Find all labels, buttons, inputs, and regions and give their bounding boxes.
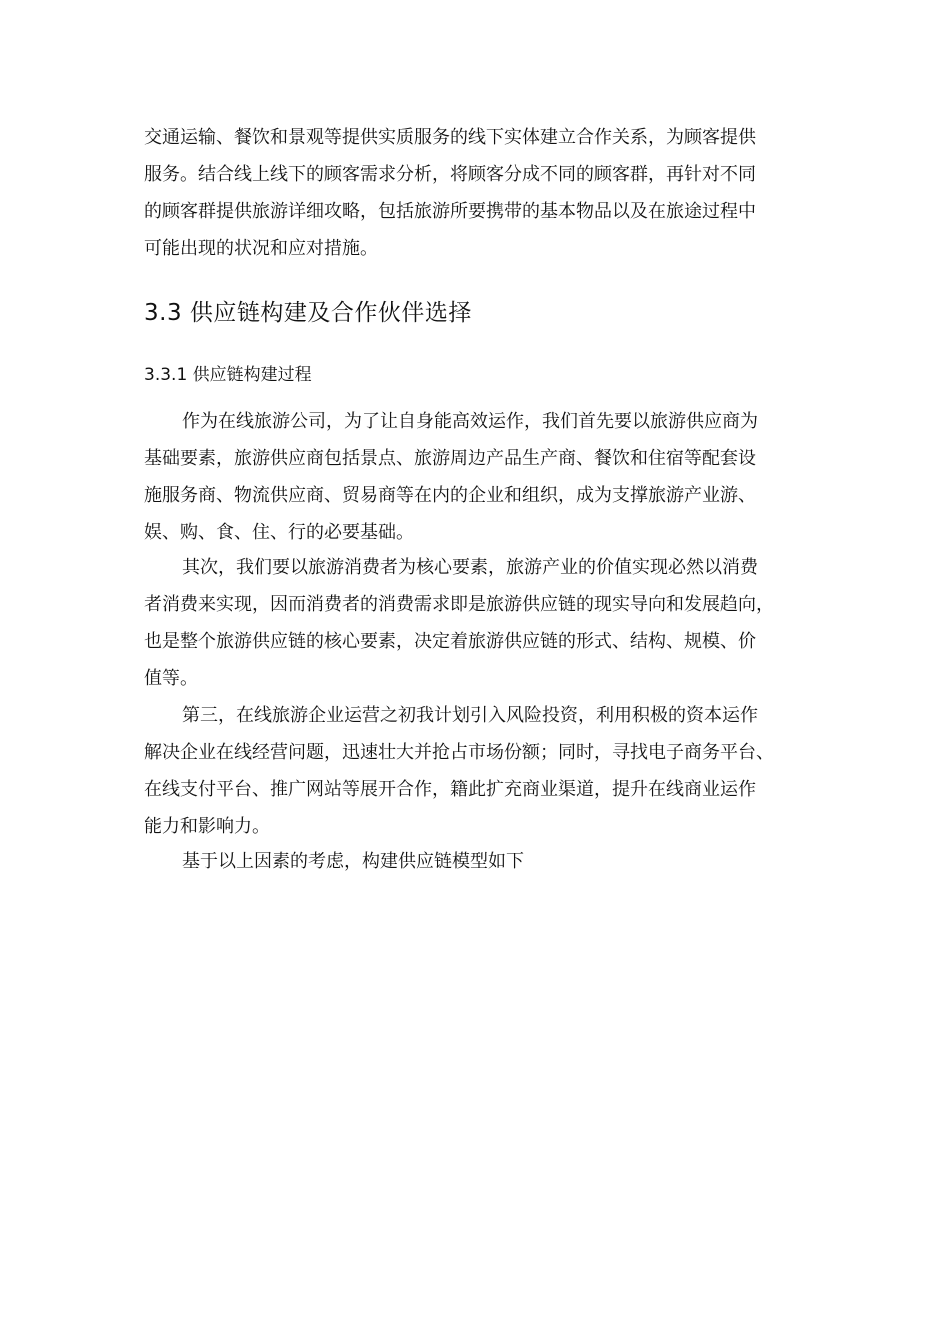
paragraph-line: 可能出现的状况和应对措施。 — [144, 238, 378, 259]
paragraph-line: 也是整个旅游供应链的核心要素，决定着旅游供应链的形式、结构、规模、价 — [144, 631, 756, 652]
paragraph-line: 解决企业在线经营问题，迅速壮大并抢占市场份额；同时，寻找电子商务平台、 — [144, 742, 774, 763]
paragraph-line: 基础要素，旅游供应商包括景点、旅游周边产品生产商、餐饮和住宿等配套设 — [144, 448, 756, 469]
body-paragraph — [144, 843, 524, 880]
section-heading: 3.3 供应链构建及合作伙伴选择 — [144, 300, 472, 326]
body-paragraph — [144, 549, 774, 697]
paragraph-line: 者消费来实现，因而消费者的消费需求即是旅游供应链的现实导向和发展趋向， — [144, 594, 774, 615]
paragraph-line: 作为在线旅游公司，为了让自身能高效运作，我们首先要以旅游供应商为 — [182, 411, 758, 432]
paragraph-line: 第三，在线旅游企业运营之初我计划引入风险投资，利用积极的资本运作 — [182, 705, 758, 726]
paragraph-line: 娱、购、食、住、行的必要基础。 — [144, 522, 414, 543]
intro-paragraph — [144, 119, 756, 267]
paragraph-line: 能力和影响力。 — [144, 816, 270, 837]
paragraph-line: 其次，我们要以旅游消费者为核心要素，旅游产业的价值实现必然以消费 — [182, 557, 758, 578]
paragraph-line: 交通运输、餐饮和景观等提供实质服务的线下实体建立合作关系，为顾客提供 — [144, 127, 756, 148]
body-paragraph — [144, 697, 774, 845]
body-paragraph — [144, 403, 758, 551]
paragraph-line: 的顾客群提供旅游详细攻略，包括旅游所要携带的基本物品以及在旅途过程中 — [144, 201, 756, 222]
paragraph-line: 服务。结合线上线下的顾客需求分析，将顾客分成不同的顾客群，再针对不同 — [144, 164, 756, 185]
subsection-heading: 3.3.1 供应链构建过程 — [144, 365, 312, 385]
paragraph-line: 施服务商、物流供应商、贸易商等在内的企业和组织，成为支撑旅游产业游、 — [144, 485, 756, 506]
paragraph-line: 基于以上因素的考虑，构建供应链模型如下 — [182, 851, 524, 872]
paragraph-line: 在线支付平台、推广网站等展开合作，籍此扩充商业渠道，提升在线商业运作 — [144, 779, 756, 800]
paragraph-line: 值等。 — [144, 668, 198, 689]
